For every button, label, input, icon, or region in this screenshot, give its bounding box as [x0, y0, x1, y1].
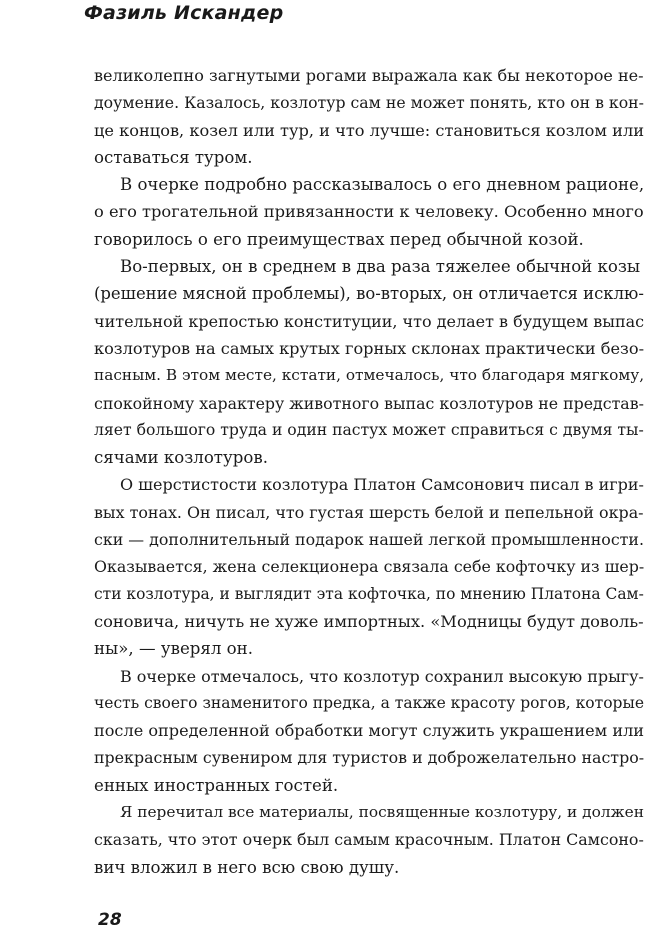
text-line: ски — дополнительный подарок нашей легкой промышленности.	[94, 530, 644, 550]
paragraph-first-line: О шерстистости козлотура Платон Самсонович писал в игри-	[120, 475, 644, 495]
text-line: сячами козлотуров.	[94, 448, 268, 468]
text-line: сти козлотура, и выглядит эта кофточка, по мнению Платона Сам-	[94, 584, 644, 603]
running-head-author: Фазиль Искандер	[84, 2, 284, 24]
paragraph-first-line: В очерке подробно рассказывалось о его дневном рационе,	[120, 175, 645, 195]
text-line: соновича, ничуть не хуже импортных. «Модницы будут доволь-	[94, 611, 644, 631]
text-line: вич вложил в него всю свою душу.	[94, 857, 400, 877]
text-line: Оказывается, жена селекционера связала себе кофточку из шер-	[94, 557, 645, 577]
text-line: честь своего знаменитого предка, а также красоту рогов, которые	[94, 693, 645, 712]
text-line: ляет большого труда и один пастух может справиться с двумя ты-	[94, 420, 644, 439]
page-number: 28	[98, 910, 122, 930]
text-line: чительной крепостью конституции, что делает в будущем выпас	[94, 311, 645, 331]
text-line: вых тонах. Он писал, что густая шерсть белой и пепельной окра-	[94, 502, 644, 522]
text-line: говорилось о его преимуществах перед обычной козой.	[94, 229, 584, 249]
text-line: (решение мясной проблемы), во-вторых, он отличается исклю-	[94, 284, 644, 304]
text-line: козлотуров на самых крутых горных склонах практически безо-	[94, 338, 645, 358]
body-text	[94, 62, 654, 881]
text-line: прекрасным сувениром для туристов и доброжелательно настро-	[94, 748, 645, 768]
paragraph-first-line: Я перечитал все материалы, посвященные козлотуру, и должен	[120, 803, 644, 822]
text-line: спокойному характеру животного выпас козлотуров не представ-	[94, 393, 644, 413]
text-line: це концов, козел или тур, и что лучше: становиться козлом или	[94, 120, 645, 140]
text-line: доумение. Казалось, козлотур сам не может понять, кто он в кон-	[94, 93, 644, 113]
text-line: после определенной обработки могут служить украшением или	[94, 721, 645, 741]
text-line: пасным. В этом месте, кстати, отмечалось, что благодаря мягкому,	[94, 366, 645, 385]
text-line: о его трогательной привязанности к человеку. Особенно много	[94, 202, 644, 222]
paragraph-first-line: Во-первых, он в среднем в два раза тяжелее обычной козы	[120, 257, 641, 277]
text-line: енных иностранных гостей.	[94, 775, 339, 795]
paragraph-first-line: В очерке отмечалось, что козлотур сохранил высокую прыгу-	[120, 666, 644, 686]
text-line: сказать, что этот очерк был самым красочным. Платон Самсоно-	[94, 830, 644, 850]
text-line: великолепно загнутыми рогами выражала как бы некоторое не-	[94, 66, 644, 85]
text-line: ны», — уверял он.	[94, 639, 253, 659]
text-line: оставаться туром.	[94, 147, 253, 167]
